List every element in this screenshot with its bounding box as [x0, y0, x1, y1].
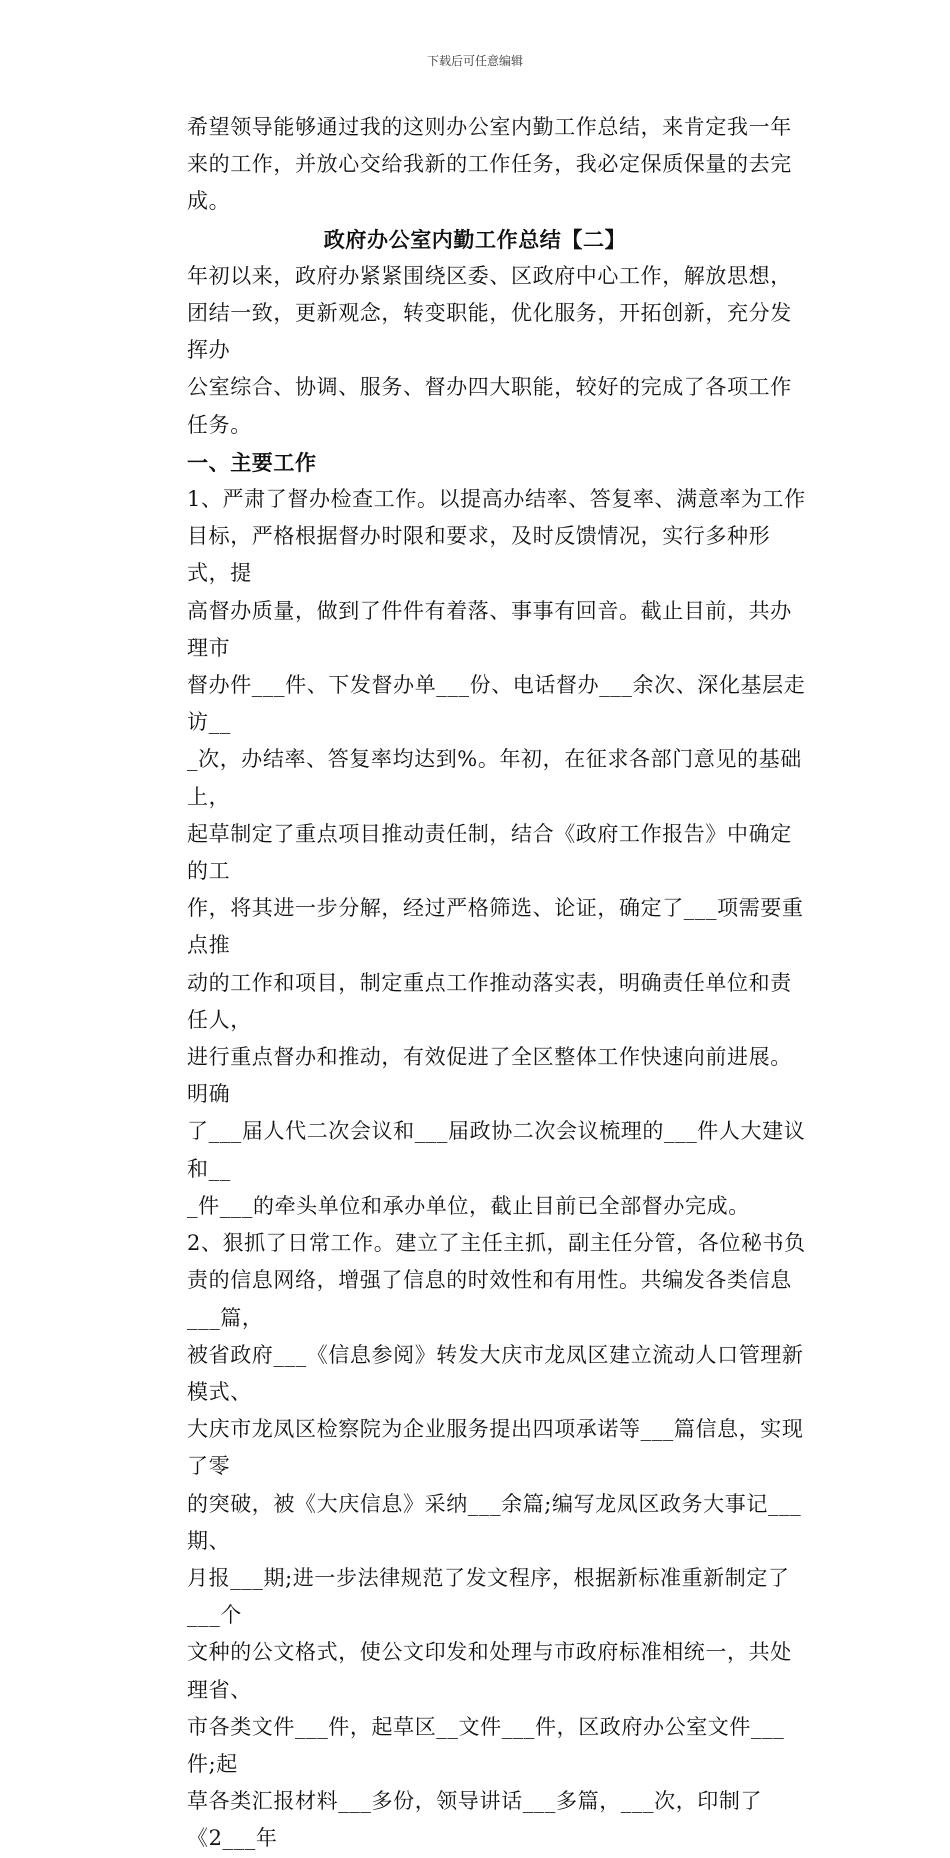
paragraph-supervision: 1、严肃了督办检查工作。以提高办结率、答复率、满意率为工作 目标，严格根据督办时限和要求，及时反馈情况，实行多种形式，提 高督办质量，做到了件件有着落、事事有回音。截止目前，共办理市 督办件___件、下发督办单___份、电话督办___余次、深化基层走访__ _次，办结率、答复率均达到%。年初，在征求各部门意见的基础上， 起草制定了重点项目推动责任制，结合《政府工作报告》中确定的工 作，将其进一步分解，经过严格筛选、论证，确定了___项需要重点推 动的工作和项目，制定重点工作推动落实表，明确责任单位和责任人， 进行重点督办和推动，有效促进了全区整体工作快速向前进展。明确 了___届人代二次会议和___届政协二次会议梳理的___件人大建议和__ _件___的牵头单位和承办单位，截止目前已全部督办完成。: [187, 487, 806, 1218]
document-body: [143, 109, 807, 1858]
intro-paragraph: 希望领导能够通过我的这则办公室内勤工作总结，来肯定我一年 来的工作，并放心交给我新的工作任务，我必定保质保量的去完成。: [187, 115, 792, 214]
section-title: 政府办公室内勤工作总结【二】: [323, 226, 627, 252]
overview-paragraph: 年初以来，政府办紧紧围绕区委、区政府中心工作，解放思想， 团结一致，更新观念，转变职能，优化服务，开拓创新，充分发挥办 公室综合、协调、服务、督办四大职能，较好的完成了各项工作任务。: [187, 263, 792, 437]
paragraph-daily-work: 2、狠抓了日常工作。建立了主任主抓，副主任分管，各位秘书负 责的信息网络，增强了信息的时效性和有用性。共编发各类信息___篇， 被省政府___《信息参阅》转发大庆市龙凤区建立流动人口管理新模式、 大庆市龙凤区检察院为企业服务提出四项承诺等___篇信息，实现了零 的突破，被《大庆信息》采纳___余篇;编写龙凤区政务大事记___期、 月报___期;进一步法律规范了发文程序，根据新标准重新制定了___个 文种的公文格式，使公文印发和处理与市政府标准相统一，共处理省、 市各类文件___件，起草区__文件___件，区政府办公室文件___件;起 草各类汇报材料___多份，领导讲话___多篇，___次，印制了《2___年: [187, 1231, 806, 1851]
main-work-heading: 一、主要工作: [187, 449, 317, 475]
page-header-note: 下载后可任意编辑: [426, 54, 523, 68]
